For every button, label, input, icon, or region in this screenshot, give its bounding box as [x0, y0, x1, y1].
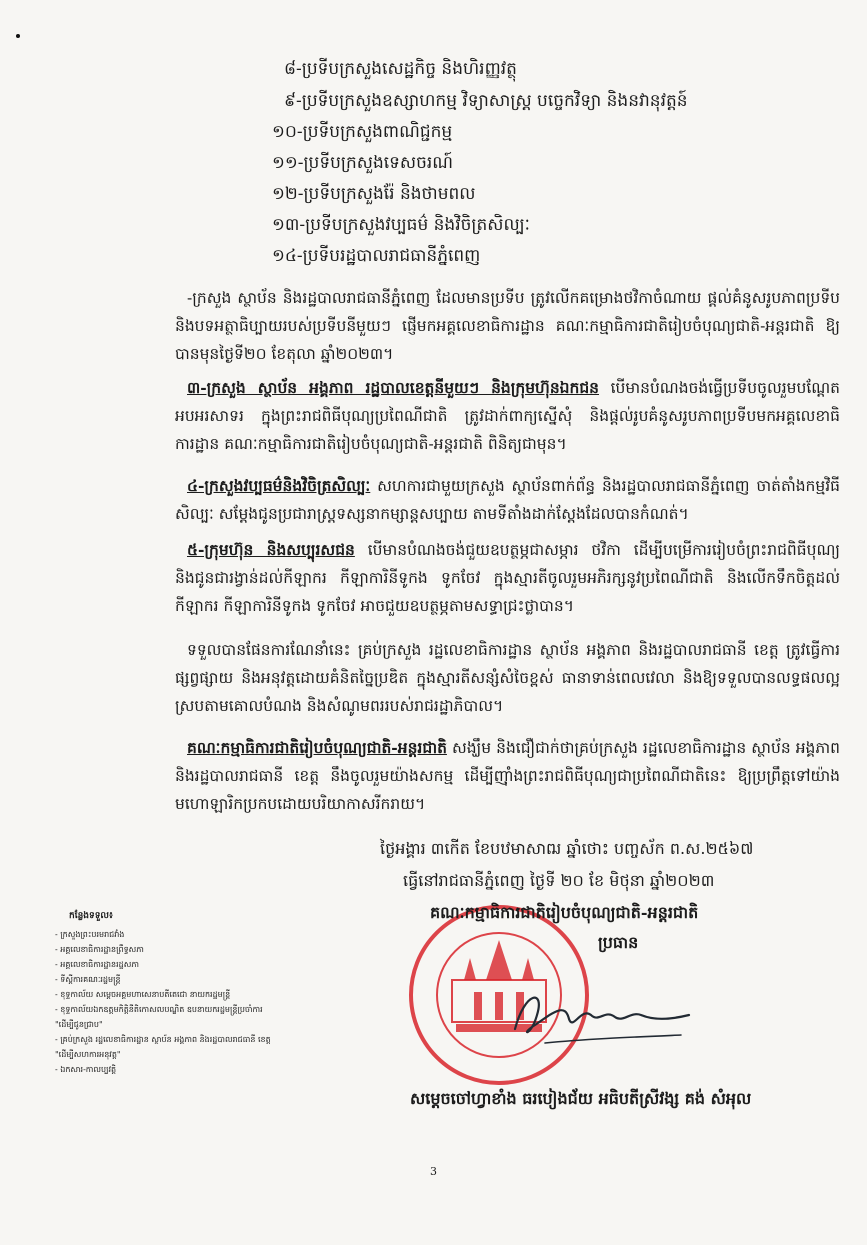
list-item: ១៣-ប្រទីបក្រសួងវប្បធម៌ និងវិចិត្រសិល្បៈ [272, 215, 530, 235]
distribution-item: "ដើម្បីសហការអនុវត្ត" [55, 1050, 121, 1059]
signer-name: សម្តេចចៅហ្វាខាំង ធរបៀងជ័យ អធិបតីស្រីវង្ស គង់ សំអុល [410, 1089, 752, 1108]
distribution-item: - អគ្គលេខាធិការដ្ឋានព្រឹទ្ធសភា [55, 945, 144, 954]
paragraph-4-lead: ៤-ក្រសួងវប្បធម៌និងវិចិត្រសិល្បៈ [187, 476, 371, 495]
chairman-label: ប្រធាន [598, 933, 639, 952]
paragraph-4 [175, 472, 840, 528]
distribution-item: - ក្រសួងព្រះបរមរាជវាំង [55, 930, 125, 939]
list-item: ៨-ប្រទីបក្រសួងសេដ្ឋកិច្ច និងហិរញ្ញវត្ថុ [284, 59, 517, 79]
distribution-item: "ដើម្បីជូនជ្រាប" [55, 1020, 103, 1029]
paragraph-committee-lead: គណៈកម្មាធិការជាតិរៀបចំបុណ្យជាតិ-អន្តរជាតិ [187, 738, 447, 757]
solar-date: ធ្វើនៅរាជធានីភ្នំពេញ ថ្ងៃទី ២០ ខែ មិថុនា ឆ្នាំ២០២៣ [403, 871, 715, 890]
lunar-date: ថ្ងៃអង្គារ ៣កើត ខែបឋមាសាឍ ឆ្នាំថោះ បញ្ចស័ក ព.ស.២៥៦៧ [380, 839, 754, 858]
committee-title: គណៈកម្មាធិការជាតិរៀបចំបុណ្យជាតិ-អន្តរជាតិ [430, 903, 699, 922]
list-item: ១៤-ប្រទីបរដ្ឋបាលរាជធានីភ្នំពេញ [272, 246, 481, 266]
list-item: ៩-ប្រទីបក្រសួងឧស្សាហកម្ម វិទ្យាសាស្ត្រ បច្ចេកវិទ្យា និងនវានុវត្តន៍ [284, 91, 688, 111]
distribution-item: - ខុទ្ទកាល័យឯកឧត្តមកិត្តិនីតិកោសលបណ្ឌិត ឧបនាយករដ្ឋមន្ត្រីប្រចាំការ [55, 1005, 263, 1014]
paragraph-5-text: បើមានបំណងចង់ជួយឧបត្ថម្ភជាសម្ភារ ថវិកា ដើម្បីបម្រើការរៀបចំព្រះរាជពិធីបុណ្យ និងជូនជារង្វាន់ដល់កីឡាករ កីឡាការិនីទូកង ទូកចែវ ក្នុងស្មារតីចូលរួមអភិរក្សនូវប្រពៃណីជាតិ និងលើកទឹកចិត្តដល់ កីឡាករ កីឡាការិនីទូកង ទូកចែវ អាចជួយឧបត្ថម្ភតាមសទ្ធាជ្រះថ្លាបាន។ [175, 541, 840, 615]
distribution-item: - គ្រប់ក្រសួង រដ្ឋលេខាធិការដ្ឋាន ស្ថាប័ន អង្គភាព និងរដ្ឋបាលរាជធានី ខេត្ត [55, 1035, 271, 1044]
paragraph-committee-text: សង្ឃឹម និងជឿជាក់ថាគ្រប់ក្រសួង រដ្ឋលេខាធិការដ្ឋាន ស្ថាប័ន អង្គភាព និងរដ្ឋបាលរាជធានី ខេត្ត នឹងចូលរួមយ៉ាងសកម្ម ដើម្បីញ៉ាំងព្រះរាជពិធីបុណ្យជាប្រពៃណីជាតិនេះ ឱ្យប្រព្រឹត្តទៅយ៉ាងមហោឡារិកប្រកបដោយបរិយាកាសរីករាយ។ [175, 739, 840, 813]
list-item: ១១-ប្រទីបក្រសួងទេសចរណ៍ [272, 153, 454, 173]
distribution-item: - ខុទ្ទកាល័យ សម្តេចអគ្គមហាសេនាបតីតេជោ នាយករដ្ឋមន្ត្រី [55, 990, 231, 999]
paragraph-3-text: បើមានបំណងចង់ធ្វើប្រទីបចូលរួមបណ្តែតអបអរសាទរ ក្នុងព្រះរាជពិធីបុណ្យប្រពៃណីជាតិ ត្រូវដាក់ពាក្យស្នើសុំ និងផ្តល់រូបគំនូសរូបភាពប្រទីបមកអគ្គលេខាធិការដ្ឋាន គណៈកម្មាធិការជាតិរៀបចំបុណ្យជាតិ-អន្តរជាតិ ពិនិត្យជាមុន។ [175, 379, 840, 453]
distribution-item: - ទីស្តីការគណៈរដ្ឋមន្ត្រី [55, 975, 121, 984]
distribution-item: - អគ្គលេខាធិការដ្ឋានរដ្ឋសភា [55, 960, 139, 969]
paragraph-5-lead: ៥-ក្រុមហ៊ុន និងសប្បុរសជន [187, 540, 355, 559]
list-item: ១២-ប្រទីបក្រសួងរ៉ែ និងថាមពល [272, 184, 476, 204]
scan-speck [16, 34, 20, 38]
paragraph-receive: ទទួលបានផែនការណែនាំនេះ គ្រប់ក្រសួង រដ្ឋលេខាធិការដ្ឋាន ស្ថាប័ន អង្គភាព និងរដ្ឋបាលរាជធានី ខេត្ត ត្រូវធ្វើការផ្សព្វផ្សាយ និងអនុវត្តដោយគំនិតច្នៃប្រឌិត ក្នុងស្មារតីសន្សំសំចៃខ្ពស់ ធានាទាន់ពេលវេលា និងឱ្យទទួលបានលទ្ធផលល្អស្របតាមគោលបំណង និងសំណូមពររបស់រាជរដ្ឋាភិបាល។ [175, 641, 840, 715]
paragraph-intro: -ក្រសួង ស្ថាប័ន និងរដ្ឋបាលរាជធានីភ្នំពេញ ដែលមានប្រទីប ត្រូវលើកគម្រោងថវិកាចំណាយ ផ្តល់គំនូសរូបភាពប្រទីប និងបទអត្ថាធិប្បាយរបស់ប្រទីបនីមួយៗ ផ្ញើមកអគ្គលេខាធិការដ្ឋាន គណៈកម្មាធិការជាតិរៀបចំបុណ្យជាតិ-អន្តរជាតិ ឱ្យបានមុនថ្ងៃទី២០ ខែតុលា ឆ្នាំ២០២៣។ [175, 289, 840, 363]
distribution-list [55, 910, 355, 1077]
paragraph-3 [175, 374, 840, 458]
paragraph-4-text: សហការជាមួយក្រសួង ស្ថាប័នពាក់ព័ន្ធ និងរដ្ឋបាលរាជធានីភ្នំពេញ ចាត់តាំងកម្មវិធីសិល្បៈ សម្តែងជូនប្រជារាស្ត្រទស្សនាកម្សាន្តសប្បាយ តាមទីតាំងដាក់ស្តែងដែលបានកំណត់។ [175, 477, 840, 523]
paragraph-3-lead: ៣-ក្រសួង ស្ថាប័ន អង្គភាព រដ្ឋបាលខេត្តនីមួយៗ និងក្រុមហ៊ុនឯកជន [187, 378, 600, 397]
paragraph-5 [175, 536, 840, 620]
distribution-item: - ឯកសារ-កាលប្បវត្តិ [55, 1065, 117, 1074]
paragraph-committee [175, 734, 840, 818]
distribution-title: កន្លែងទទួល៖ [69, 911, 113, 921]
page-number: 3 [430, 1165, 437, 1178]
chairman-signature [505, 985, 695, 1055]
list-item: ១០-ប្រទីបក្រសួងពាណិជ្ជកម្ម [272, 122, 453, 142]
